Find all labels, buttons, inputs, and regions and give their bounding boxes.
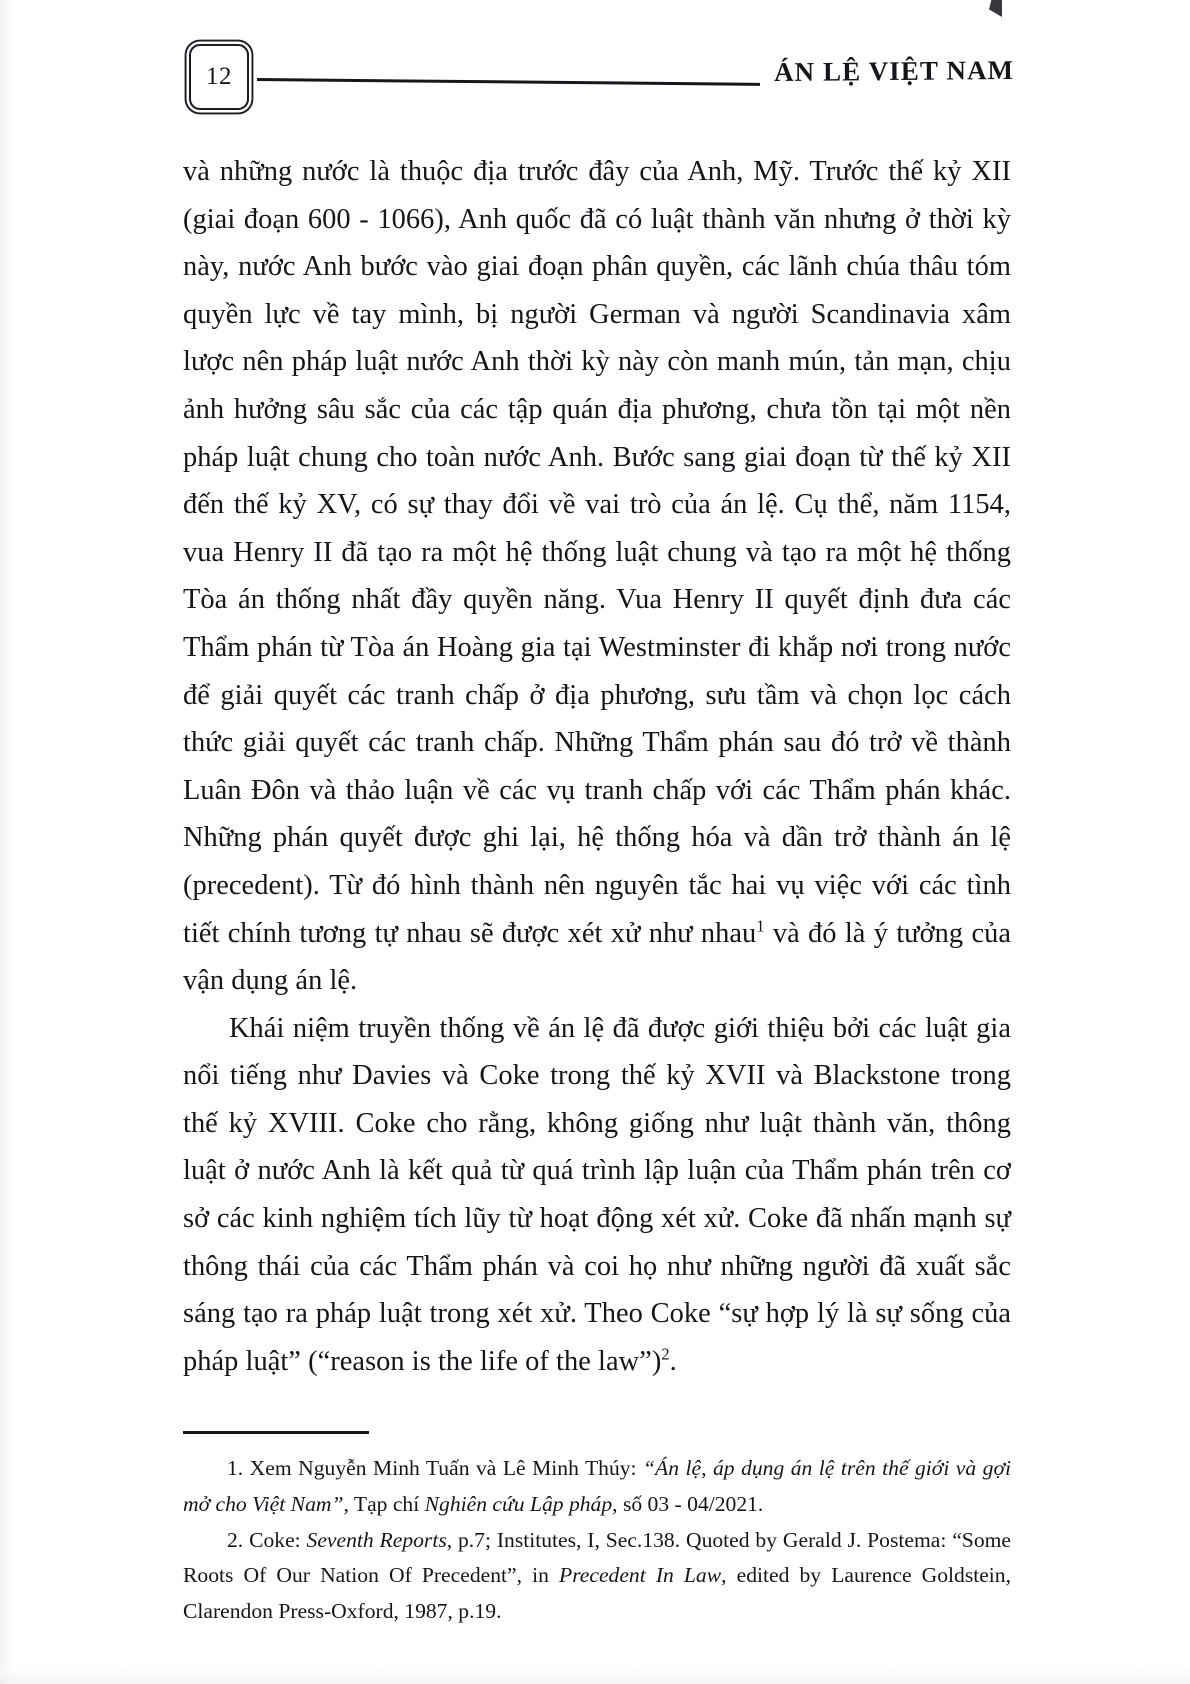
- paragraph-2-text-part-1: Khái niệm truyền thống về án lệ đã được giới thiệu bởi các luật gia nổi tiếng như Davies và Coke trong thế kỷ XVII và Blackstone trong thế kỷ XVIII. Coke cho rằng, không giống như luật thành văn, thông luật ở nước Anh là kết quả từ quá trình lập luận của Thẩm phán trên cơ sở các kinh nghiệm tích lũy từ hoạt động xét xử. Coke đã nhấn mạnh sự thông thái của các Thẩm phán và coi họ như những người đã xuất sắc sáng tạo ra pháp luật trong xét xử. Theo Coke “sự hợp lý là sự sống của pháp luật” (“reason is the life of the law”): [183, 1012, 1011, 1377]
- body-text: [183, 148, 1011, 1385]
- page-number: 12: [206, 62, 232, 90]
- header-divider-rule: [257, 78, 760, 86]
- paragraph-2: [183, 1005, 1011, 1386]
- footnote-marker-1: 1: [756, 916, 765, 936]
- footnote-marker-2: 2: [661, 1344, 670, 1364]
- paragraph-1-text-part-2: và đó là ý tưởng của vận dụng án lệ.: [183, 917, 1011, 997]
- footnote-2-number: 2.: [227, 1527, 244, 1552]
- paragraph-1-text-part-1: và những nước là thuộc địa trước đây của Anh, Mỹ. Trước thế kỷ XII (giai đoạn 600 - 1066), Anh quốc đã có luật thành văn nhưng ở thời kỳ này, nước Anh bước vào giai đoạn phân quyền, các lãnh chúa thâu tóm quyền lực về tay mình, bị người German và người Scandinavia xâm lược nên pháp luật nước Anh thời kỳ này còn manh mún, tản mạn, chịu ảnh hưởng sâu sắc của các tập quán địa phương, chưa tồn tại một nền pháp luật chung cho toàn nước Anh. Bước sang giai đoạn từ thế kỷ XII đến thế kỷ XV, có sự thay đổi về vai trò của án lệ. Cụ thể, năm 1154, vua Henry II đã tạo ra một hệ thống luật chung và tạo ra một hệ thống Tòa án thống nhất đầy quyền năng. Vua Henry II quyết định đưa các Thẩm phán từ Tòa án Hoàng gia tại Westminster đi khắp nơi trong nước để giải quyết các tranh chấp ở địa phương, sưu tầm và chọn lọc cách thức giải quyết các tranh chấp. Những Thẩm phán sau đó trở về thành Luân Đôn và thảo luận về các vụ tranh chấp với các Thẩm phán khác. Những phán quyết được ghi lại, hệ thống hóa và dần trở thành án lệ (precedent). Từ đó hình thành nên nguyên tắc hai vụ việc với các tình tiết chính tương tự nhau sẽ được xét xử như nhau: [183, 156, 1011, 949]
- footnote-separator-rule: [183, 1431, 369, 1434]
- footnote-2-segment-1: Coke:: [243, 1527, 307, 1552]
- paragraph-1: [183, 148, 1011, 1005]
- footnote-2-segment-3: , edited by Laurence Goldstein, Clarendon Press-Oxford, 1987, p.19.: [183, 1563, 1012, 1623]
- paragraph-2-text-part-2: .: [669, 1345, 677, 1377]
- footnote-item-2: [183, 1523, 1011, 1630]
- footnote-1-segment-3: , số 03 - 04/2021.: [612, 1491, 764, 1516]
- running-title: ÁN LỆ VIỆT NAM: [773, 54, 1015, 88]
- page-corner-mark: [989, 0, 1002, 17]
- footnote-item-1: [183, 1451, 1011, 1522]
- page-number-box: [189, 44, 249, 110]
- footnote-1-segment-1: Xem Nguyễn Minh Tuấn và Lê Minh Thúy:: [243, 1456, 644, 1481]
- footnote-1-segment-2: , Tạp chí: [343, 1491, 425, 1516]
- footnote-2-italic-book: Precedent In Law: [559, 1563, 722, 1588]
- footnotes-section: [183, 1431, 1011, 1629]
- footnote-2-segment-2: , p.7; Institutes, I, Sec.138. Quoted by Gerald J. Postema: “Some Roots Of Our Nation Of Precedent”, in: [183, 1527, 1011, 1588]
- footnote-1-italic-journal: Nghiên cứu Lập pháp: [424, 1491, 613, 1516]
- scan-edge-shadow-bottom: [0, 1666, 1190, 1684]
- scan-edge-shadow-left: [0, 0, 14, 1684]
- page-header: [178, 44, 1014, 106]
- footnote-1-number: 1.: [227, 1456, 244, 1481]
- footnote-1-italic-title: “Án lệ, áp dụng án lệ trên thế giới và gợi mở cho Việt Nam”: [183, 1456, 1011, 1516]
- footnote-2-italic-title: Seventh Reports: [306, 1527, 447, 1552]
